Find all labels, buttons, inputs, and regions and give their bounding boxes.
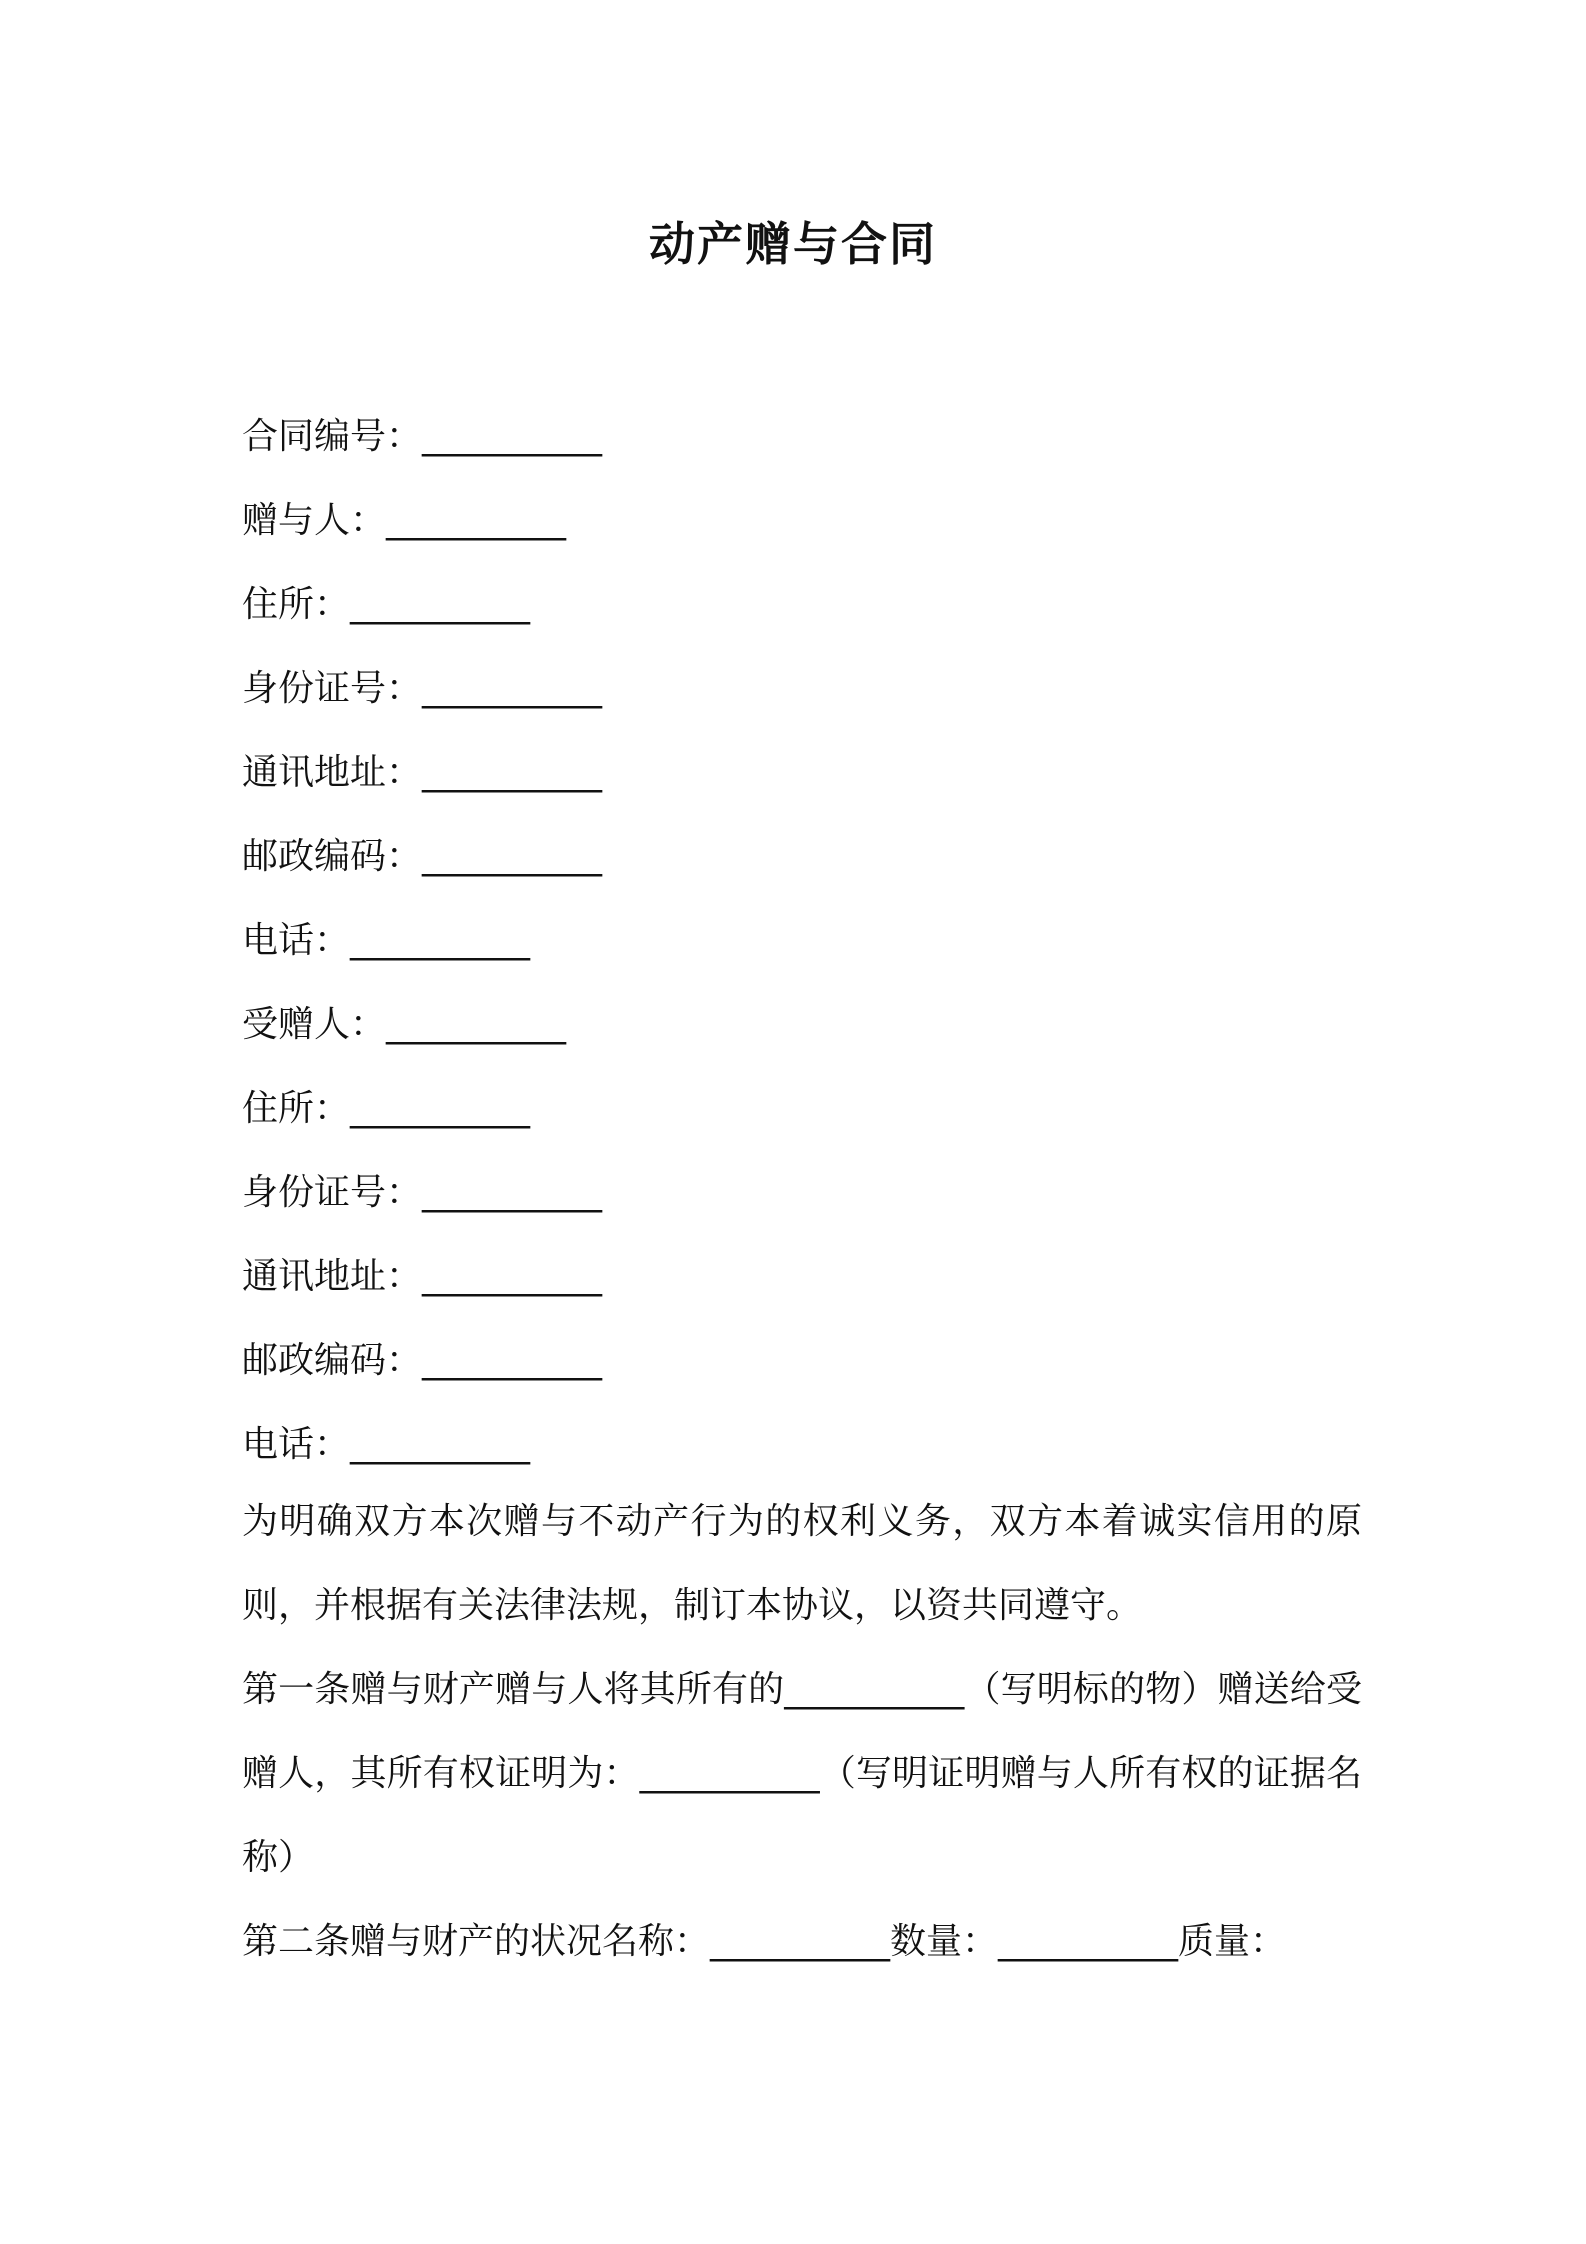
donor-id-field: 身份证号：__________ [242, 668, 603, 709]
article-2-paragraph: 第二条赠与财产的状况名称：__________数量：__________质量： [242, 1921, 1287, 1962]
donor-address-field: 住所：__________ [242, 584, 531, 625]
donor-phone-field: 电话：__________ [242, 920, 531, 961]
article-1-paragraph: 第一条赠与财产赠与人将其所有的__________（写明标的物）赠送给受赠人，其所有权证明为：__________（写明证明赠与人所有权的证据名称） [242, 1669, 1362, 1878]
donor-name-field: 赠与人：__________ [242, 500, 567, 541]
donee-id-field: 身份证号：__________ [242, 1172, 603, 1213]
contract-number-field: 合同编号：__________ [242, 416, 603, 457]
document-title: 动产赠与合同 [649, 217, 937, 271]
donor-mailing-address-field: 通讯地址：__________ [242, 752, 603, 793]
preamble-paragraph: 为明确双方本次赠与不动产行为的权利义务，双方本着诚实信用的原则，并根据有关法律法规，制订本协议，以资共同遵守。 [242, 1501, 1362, 1626]
donee-name-field: 受赠人：__________ [242, 1004, 567, 1045]
donor-postal-code-field: 邮政编码：__________ [242, 836, 603, 877]
party-info-fields [242, 402, 1362, 1494]
donee-phone-field: 电话：__________ [242, 1424, 531, 1465]
donee-mailing-address-field: 通讯地址：__________ [242, 1256, 603, 1297]
donee-address-field: 住所：__________ [242, 1088, 531, 1129]
donee-postal-code-field: 邮政编码：__________ [242, 1340, 603, 1381]
contract-body [242, 1480, 1362, 1984]
